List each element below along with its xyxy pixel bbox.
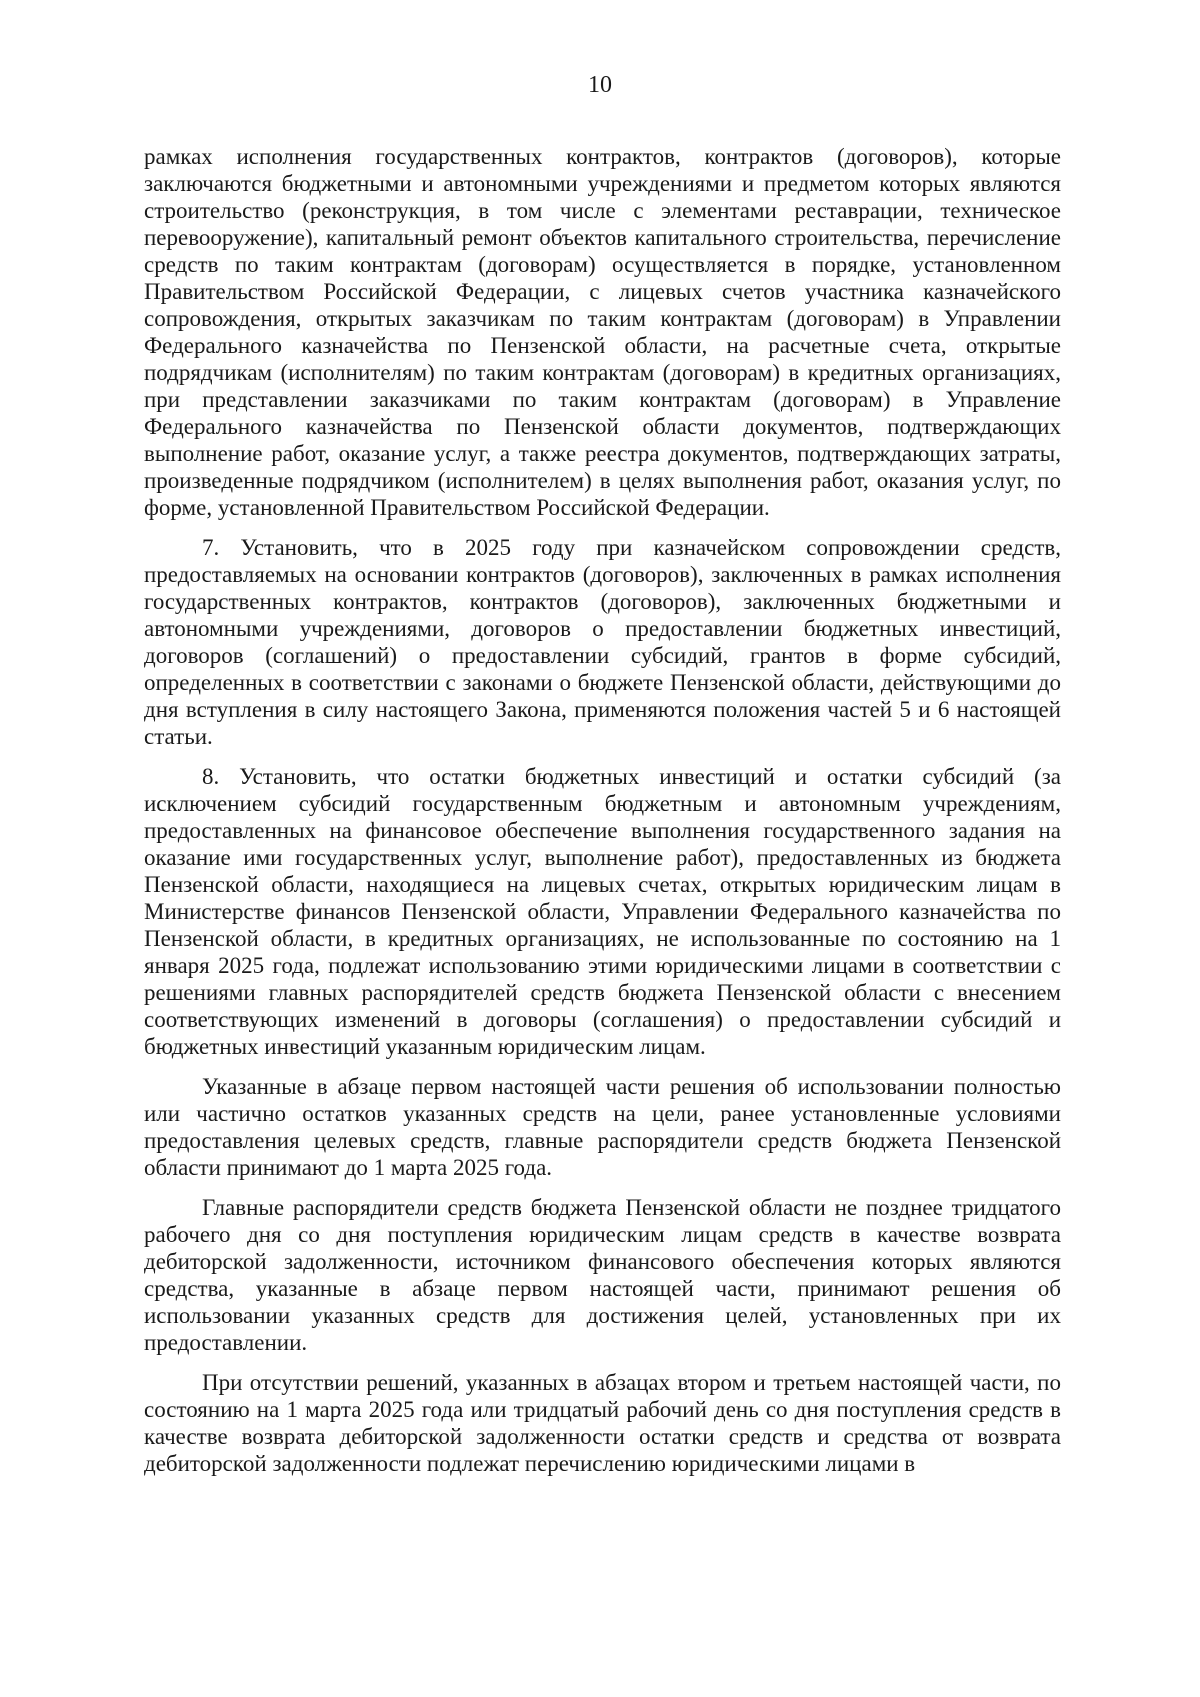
paragraph-part-7: 7. Установить, что в 2025 году при казначейском сопровождении средств, предоставляемых на основании контрактов (договоров), заключенных в рамках исполнения государственных контрактов, контрактов (договоров), заключенных бюджетными и автономными учреждениями, договоров о предоставлении бюджетных инвестиций, договоров (соглашений) о предоставлении субсидий, грантов в форме субсидий, определенных в соответствии с законами о бюджете Пензенской области, действующими до дня вступления в силу настоящего Закона, применяются положения частей 5 и 6 настоящей статьи.: [144, 535, 1061, 749]
paragraph-part-8-abzac-4: При отсутствии решений, указанных в абзацах втором и третьем настоящей части, по состоянию на 1 марта 2025 года или тридцатый рабочий день со дня поступления средств в качестве возврата дебиторской задолженности остатки средств и средства от возврата дебиторской задолженности подлежат перечислению юридическими лицами в: [144, 1370, 1061, 1476]
paragraph-part-8-abzac-2: Указанные в абзаце первом настоящей части решения об использовании полностью или частично остатков указанных средств на цели, ранее установленные условиями предоставления целевых средств, главные распорядители средств бюджета Пензенской области принимают до 1 марта 2025 года.: [144, 1074, 1061, 1180]
page-number: 10: [588, 72, 612, 98]
document-body: [144, 143, 1061, 1490]
paragraph-part-8: 8. Установить, что остатки бюджетных инвестиций и остатки субсидий (за исключением субсидий государственным бюджетным и автономным учреждениям, предоставленных на финансовое обеспечение выполнения государственного задания на оказание ими государственных услуг, выполнение работ), предоставленных из бюджета Пензенской области, находящиеся на лицевых счетах, открытых юридическим лицам в Министерстве финансов Пензенской области, Управлении Федерального казначейства по Пензенской области, в кредитных организациях, не использованные по состоянию на 1 января 2025 года, подлежат использованию этими юридическими лицами в соответствии с решениями главных распорядителей средств бюджета Пензенской области с внесением соответствующих изменений в договоры (соглашения) о предоставлении субсидий и бюджетных инвестиций указанным юридическим лицам.: [144, 764, 1061, 1059]
paragraph-part-8-abzac-3: Главные распорядители средств бюджета Пензенской области не позднее тридцатого рабочего дня со дня поступления юридическим лицам средств в качестве возврата дебиторской задолженности, источником финансового обеспечения которых являются средства, указанные в абзаце первом настоящей части, принимают решения об использовании указанных средств для достижения целей, установленных при их предоставлении.: [144, 1195, 1061, 1355]
paragraph-continued: рамках исполнения государственных контрактов, контрактов (договоров), которые заключаются бюджетными и автономными учреждениями и предметом которых являются строительство (реконструкция, в том числе с элементами реставрации, техническое перевооружение), капитальный ремонт объектов капитального строительства, перечисление средств по таким контрактам (договорам) осуществляется в порядке, установленном Правительством Российской Федерации, с лицевых счетов участника казначейского сопровождения, открытых заказчикам по таким контрактам (договорам) в Управлении Федерального казначейства по Пензенской области, на расчетные счета, открытые подрядчикам (исполнителям) по таким контрактам (договорам) в кредитных организациях, при представлении заказчиками по таким контрактам (договорам) в Управление Федерального казначейства по Пензенской области документов, подтверждающих выполнение работ, оказание услуг, а также реестра документов, подтверждающих затраты, произведенные подрядчиком (исполнителем) в целях выполнения работ, оказания услуг, по форме, установленной Правительством Российской Федерации.: [144, 144, 1061, 520]
